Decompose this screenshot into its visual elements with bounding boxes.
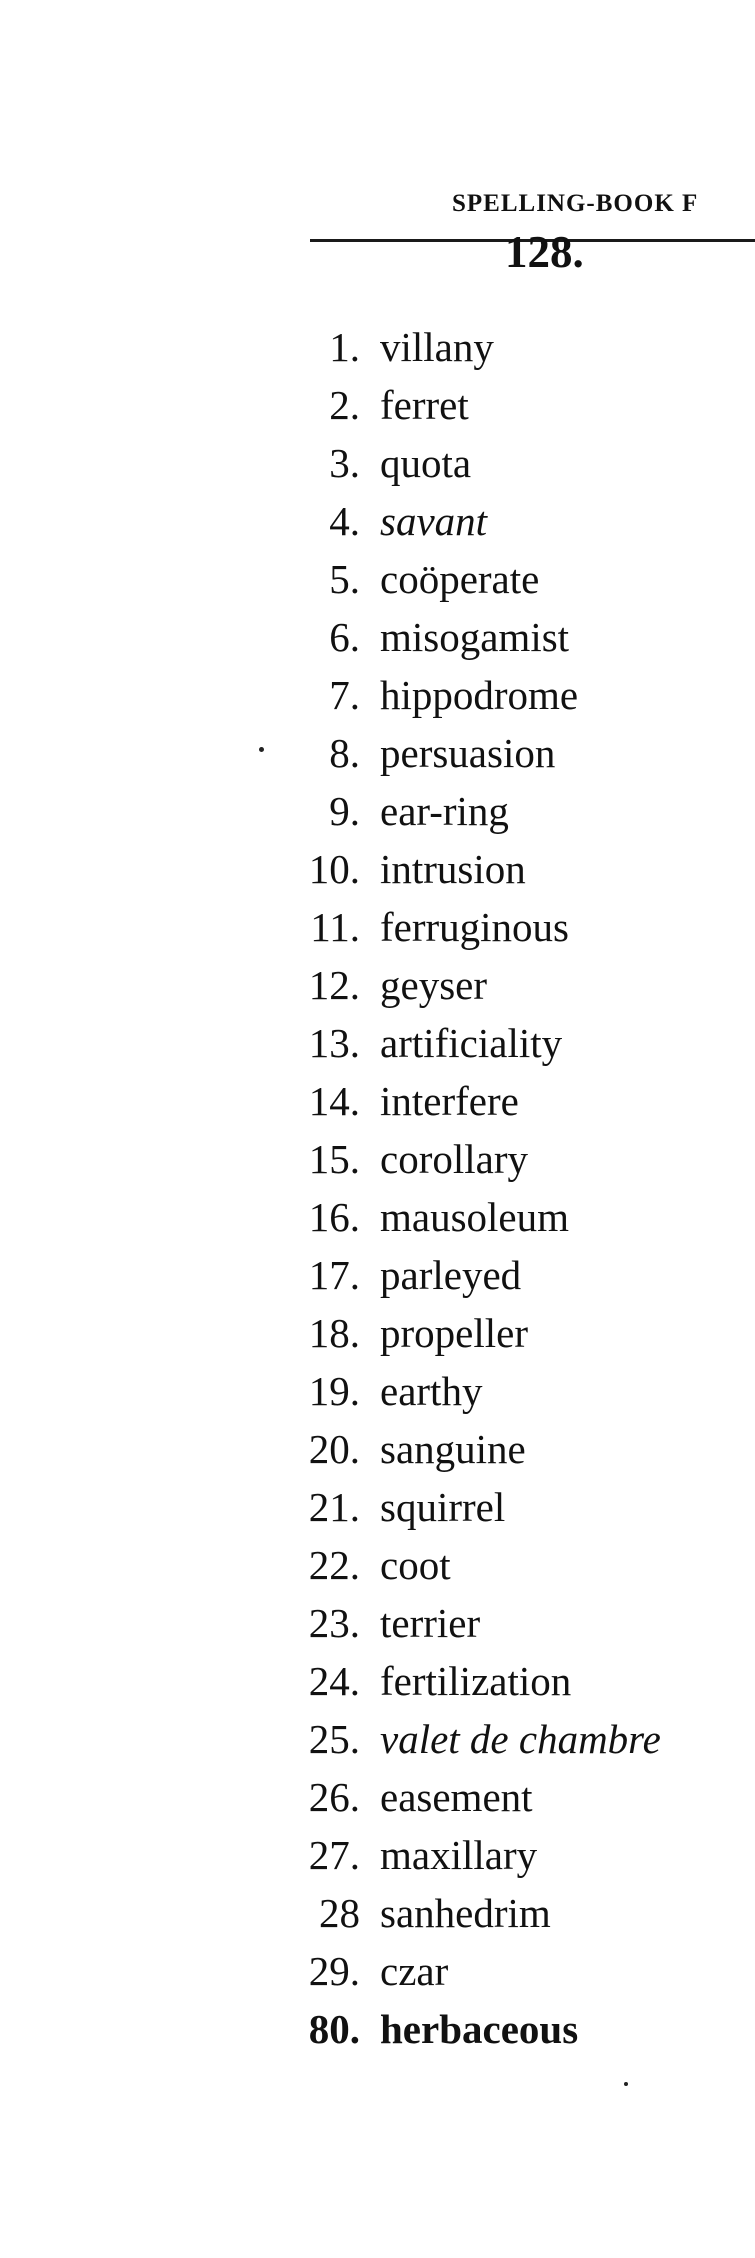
- list-item: [280, 1942, 661, 2000]
- item-word: maxillary: [380, 1832, 538, 1878]
- item-number: 26.: [308, 1774, 360, 1820]
- item-word: propeller: [380, 1310, 528, 1356]
- list-item: [280, 434, 661, 492]
- item-word: hippodrome: [380, 672, 579, 718]
- list-item: [280, 1014, 661, 1072]
- list-item: [280, 376, 661, 434]
- item-word: intrusion: [380, 846, 526, 892]
- item-number: 4.: [329, 498, 360, 544]
- item-word: villany: [380, 324, 494, 370]
- list-item: [280, 666, 661, 724]
- item-number: 8.: [329, 730, 360, 776]
- item-word: corollary: [380, 1136, 528, 1182]
- item-number: 22.: [308, 1542, 360, 1588]
- item-number: 13.: [308, 1020, 360, 1066]
- item-word: ferruginous: [380, 904, 570, 950]
- list-item: [280, 608, 661, 666]
- list-item: [280, 1768, 661, 1826]
- item-word: mausoleum: [380, 1194, 570, 1240]
- item-number: 18.: [308, 1310, 360, 1356]
- item-word: valet de chambre: [380, 1716, 661, 1762]
- item-number: 19.: [308, 1368, 360, 1414]
- item-word: herbaceous: [380, 2006, 579, 2052]
- list-item: [280, 782, 661, 840]
- item-number: 12.: [308, 962, 360, 1008]
- list-item: [280, 2000, 661, 2058]
- item-number: 27.: [308, 1832, 360, 1878]
- list-item: [280, 898, 661, 956]
- item-number: 80.: [308, 2006, 360, 2052]
- item-number: 1.: [329, 324, 360, 370]
- item-word: sanhedrim: [380, 1890, 551, 1936]
- list-item: [280, 1420, 661, 1478]
- list-item: [280, 1710, 661, 1768]
- item-number: 29.: [308, 1948, 360, 1994]
- list-item: [280, 1536, 661, 1594]
- item-word: persuasion: [380, 730, 556, 776]
- list-item: [280, 1826, 661, 1884]
- list-item: [280, 492, 661, 550]
- list-item: [280, 1072, 661, 1130]
- item-word: terrier: [380, 1600, 481, 1646]
- item-number: 16.: [308, 1194, 360, 1240]
- item-word: easement: [380, 1774, 533, 1820]
- item-word: parleyed: [380, 1252, 522, 1298]
- list-item: [280, 1304, 661, 1362]
- item-word: artificiality: [380, 1020, 563, 1066]
- item-word: fertilization: [380, 1658, 572, 1704]
- item-word: sanguine: [380, 1426, 526, 1472]
- item-number: 5.: [329, 556, 360, 602]
- running-head: SPELLING-BOOK F: [452, 190, 699, 217]
- item-word: coot: [380, 1542, 451, 1588]
- list-item: [280, 1478, 661, 1536]
- section-number-text: 128.: [505, 227, 584, 277]
- list-item: [280, 1362, 661, 1420]
- item-word: quota: [380, 440, 472, 486]
- section-number: [505, 227, 584, 277]
- list-item: [280, 1246, 661, 1304]
- list-item: [280, 956, 661, 1014]
- item-word: czar: [380, 1948, 449, 1994]
- item-word: interfere: [380, 1078, 519, 1124]
- item-number: 6.: [329, 614, 360, 660]
- item-word: coöperate: [380, 556, 540, 602]
- list-item: [280, 840, 661, 898]
- item-number: 21.: [308, 1484, 360, 1530]
- item-number: 14.: [308, 1078, 360, 1124]
- list-item: [280, 1188, 661, 1246]
- list-item: [280, 318, 661, 376]
- item-number: 28: [319, 1890, 360, 1936]
- item-word: ear-ring: [380, 788, 509, 834]
- list-item: [280, 1884, 661, 1942]
- item-number: 9.: [329, 788, 360, 834]
- list-item: [280, 1130, 661, 1188]
- item-number: 10.: [308, 846, 360, 892]
- item-word: geyser: [380, 962, 488, 1008]
- item-word: ferret: [380, 382, 469, 428]
- list-item: [280, 724, 661, 782]
- spelling-word-list: [280, 318, 661, 2058]
- list-item: [280, 1594, 661, 1652]
- item-number: 23.: [308, 1600, 360, 1646]
- item-word: earthy: [380, 1368, 483, 1414]
- item-number: 3.: [329, 440, 360, 486]
- item-number: 24.: [308, 1658, 360, 1704]
- item-number: 7.: [329, 672, 360, 718]
- item-word: savant: [380, 498, 488, 544]
- list-item: [280, 1652, 661, 1710]
- item-number: 20.: [308, 1426, 360, 1472]
- item-number: 11.: [310, 904, 360, 950]
- item-number: 2.: [329, 382, 360, 428]
- item-word: squirrel: [380, 1484, 506, 1530]
- item-number: 25.: [308, 1716, 360, 1762]
- item-word: misogamist: [380, 614, 570, 660]
- item-number: 15.: [308, 1136, 360, 1182]
- stray-dot-mark: [624, 2082, 628, 2086]
- list-item: [280, 550, 661, 608]
- stray-dot-mark: [259, 747, 264, 752]
- item-number: 17.: [308, 1252, 360, 1298]
